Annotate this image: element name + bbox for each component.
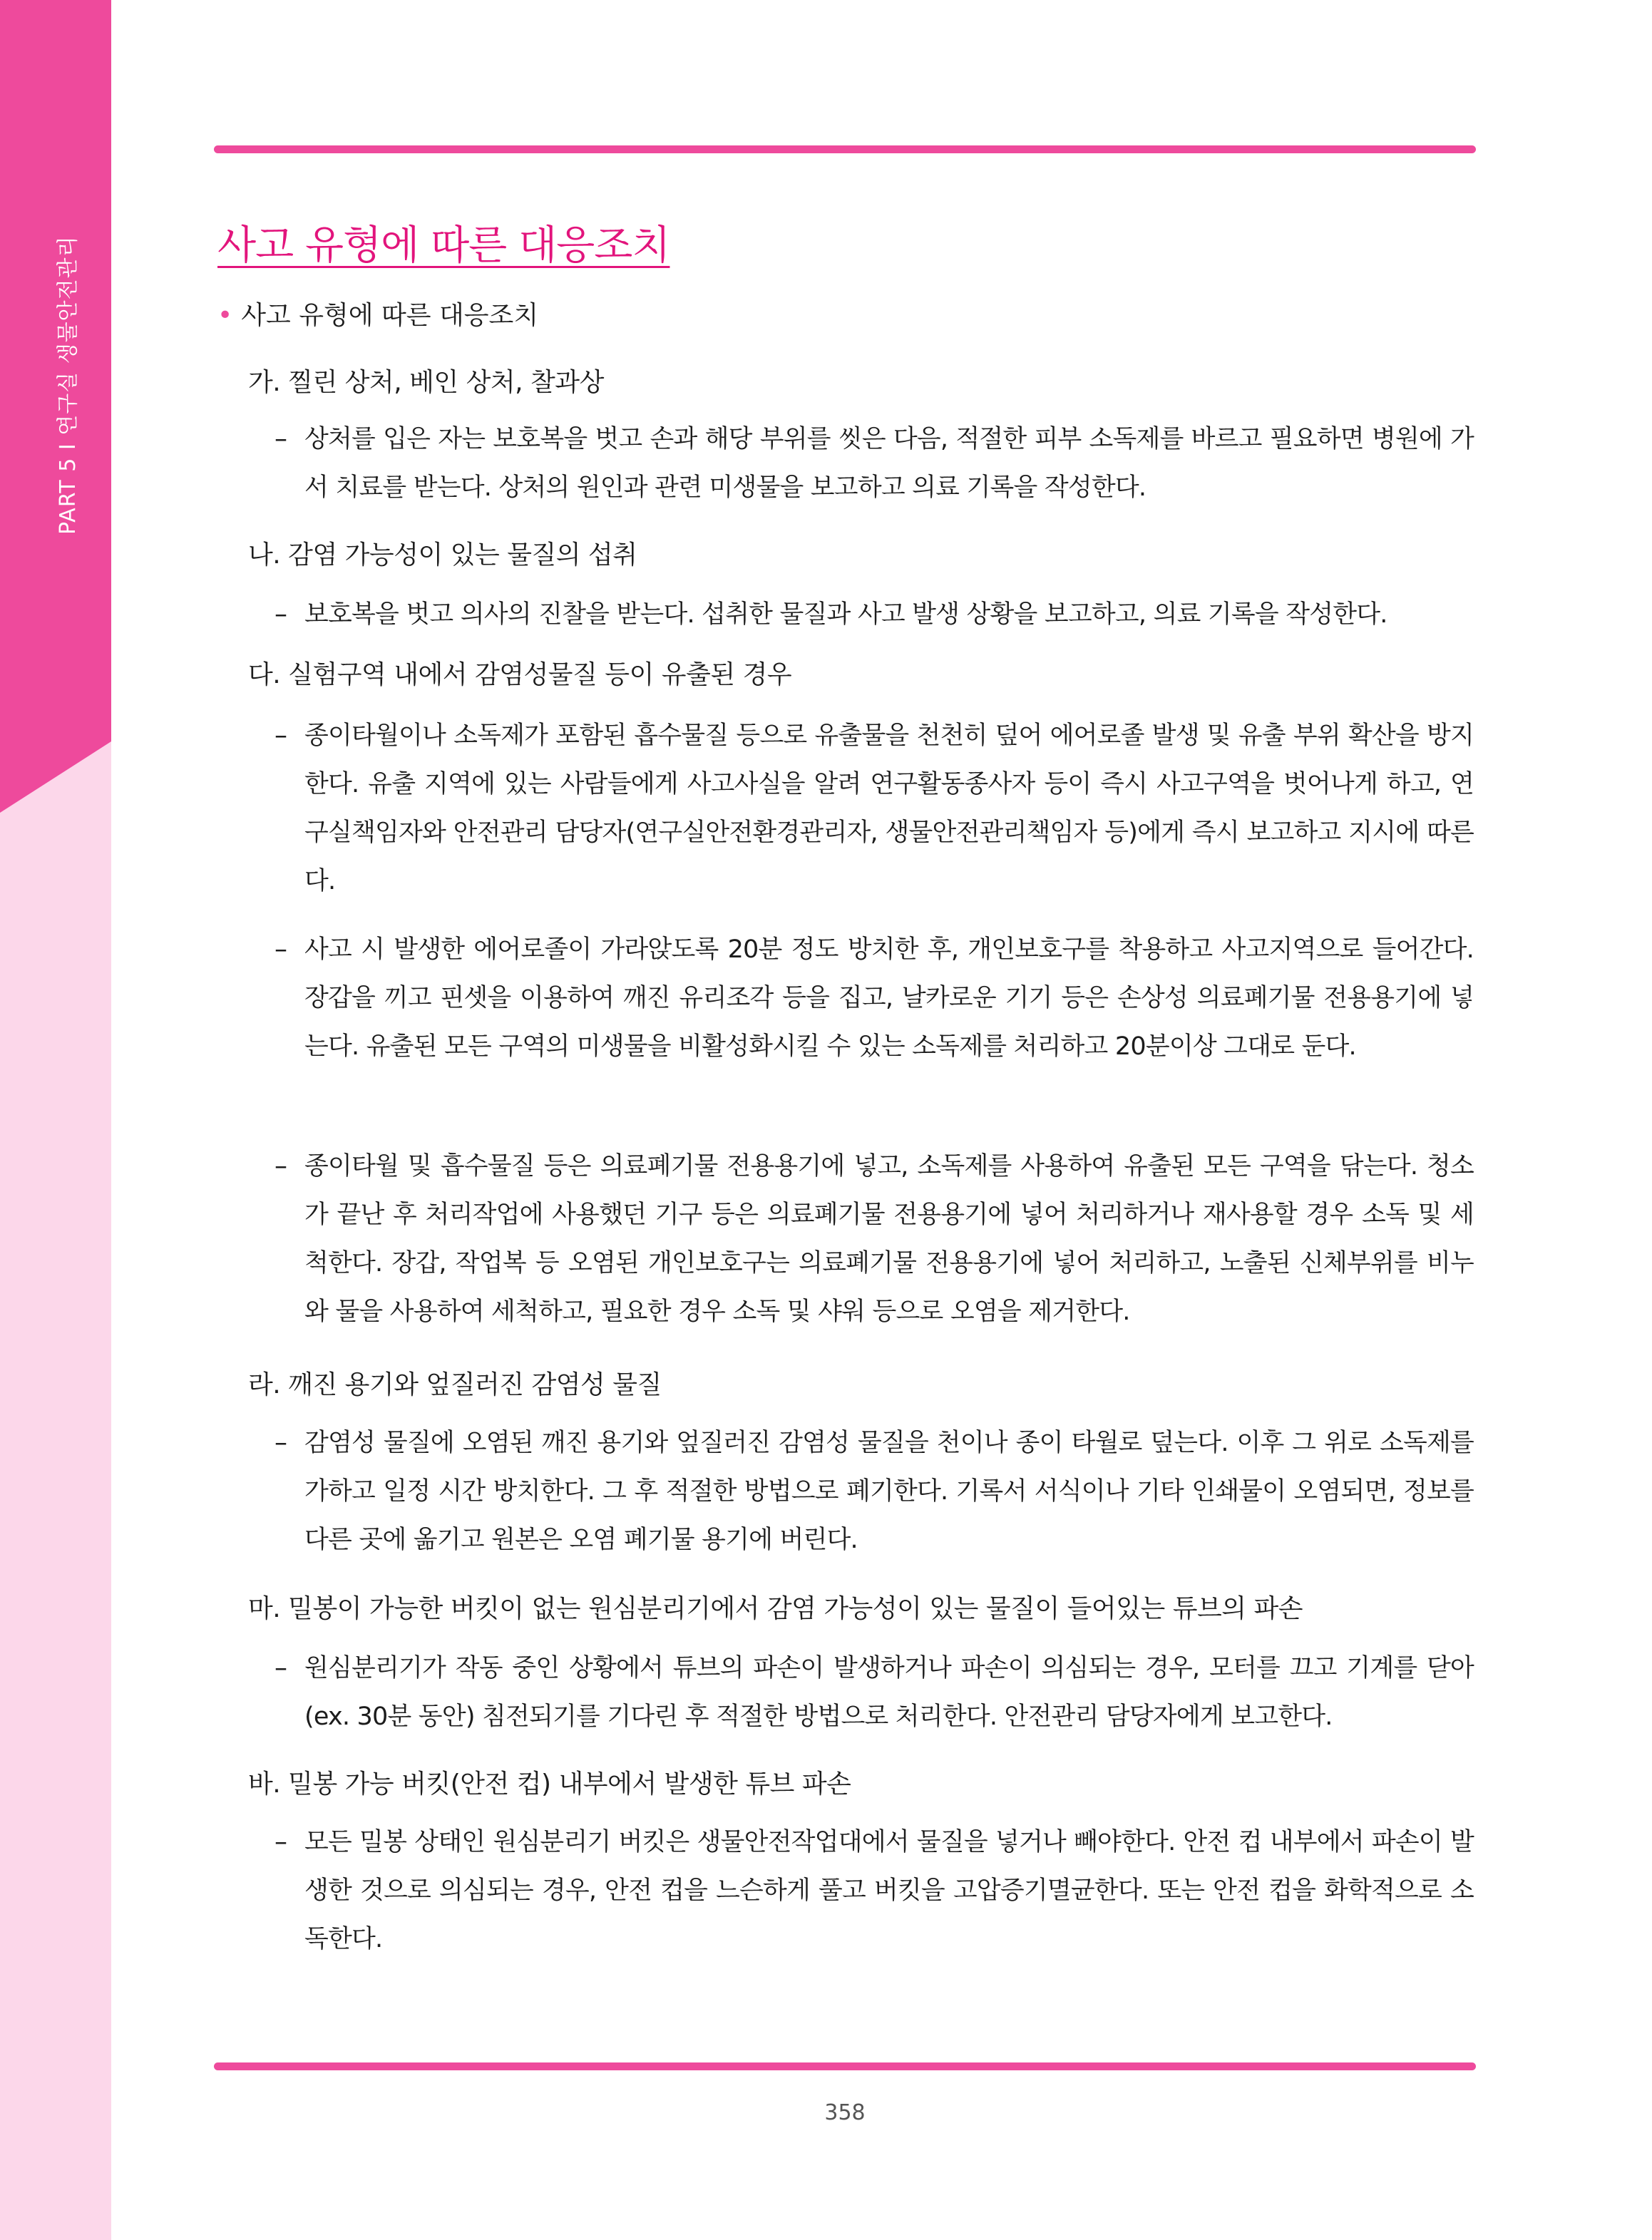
item-text: 종이타월이나 소독제가 포함된 흡수물질 등으로 유출물을 천천히 덮어 에어로졸 발생 및 유출 부위 확산을 방지한다. 유출 지역에 있는 사람들에게 사고사실을 알려 연구활동종사자 등이 즉시 사고구역을 벗어나게 하고, 연구실책임자와 안전관리 담당자(연구실안전환경관리자, 생물안전관리책임자 등)에게 즉시 보고하고 지시에 따른다.	[304, 721, 1474, 895]
item-text: 원심분리기가 작동 중인 상황에서 튜브의 파손이 발생하거나 파손이 의심되는 경우, 모터를 끄고 기계를 닫아(ex. 30분 동안) 침전되기를 기다린 후 적절한 방법으로 처리한다. 안전관리 담당자에게 보고한다.	[304, 1654, 1474, 1731]
page-number: 358	[824, 2100, 866, 2125]
dash-icon: –	[275, 1151, 287, 1181]
item-text: 사고 시 발생한 에어로졸이 가라앉도록 20분 정도 방치한 후, 개인보호구를 착용하고 사고지역으로 들어간다. 장갑을 끼고 핀셋을 이용하여 깨진 유리조각 등을 집고, 날카로운 기기 등은 손상성 의료폐기물 전용용기에 넣는다. 유출된 모든 구역의 미생물을 비활성화시킬 수 있는 소독제를 처리하고 20분이상 그대로 둔다.	[304, 935, 1474, 1061]
bullet-dot-icon: •	[217, 301, 233, 330]
list-item	[275, 1818, 1472, 1963]
section-heading: 나. 감염 가능성이 있는 물질의 섭취	[248, 540, 637, 570]
bottom-divider	[214, 2062, 1476, 2070]
list-item	[275, 711, 1472, 905]
section-heading: 마. 밀봉이 가능한 버킷이 없는 원심분리기에서 감염 가능성이 있는 물질이 들어있는 튜브의 파손	[248, 1594, 1303, 1623]
dash-icon: –	[275, 1428, 287, 1457]
section-heading: 바. 밀봉 가능 버킷(안전 컵) 내부에서 발생한 튜브 파손	[248, 1769, 851, 1799]
sidebar-part-label: PART 5 I 연구실 생물안전관리	[56, 235, 81, 535]
dash-icon: –	[275, 721, 287, 750]
top-divider	[214, 145, 1476, 153]
item-text: 모든 밀봉 상태인 원심분리기 버킷은 생물안전작업대에서 물질을 넣거나 빼야한다. 안전 컵 내부에서 파손이 발생한 것으로 의심되는 경우, 안전 컵을 느슨하게 풀고 버킷을 고압증기멸균한다. 또는 안전 컵을 화학적으로 소독한다.	[304, 1828, 1474, 1953]
item-text: 상처를 입은 자는 보호복을 벗고 손과 해당 부위를 씻은 다음, 적절한 피부 소독제를 바르고 필요하면 병원에 가서 치료를 받는다. 상처의 원인과 관련 미생물을 보고하고 의료 기록을 작성한다.	[304, 425, 1474, 502]
item-text: 보호복을 벗고 의사의 진찰을 받는다. 섭취한 물질과 사고 발생 상황을 보고하고, 의료 기록을 작성한다.	[304, 600, 1387, 629]
section-heading: 가. 찔린 상처, 베인 상처, 찰과상	[248, 368, 604, 397]
list-item	[275, 925, 1472, 1071]
list-item	[275, 590, 1472, 639]
item-text: 종이타월 및 흡수물질 등은 의료폐기물 전용용기에 넣고, 소독제를 사용하여 유출된 모든 구역을 닦는다. 청소가 끝난 후 처리작업에 사용했던 기구 등은 의료폐기물 전용용기에 넣어 처리하거나 재사용할 경우 소독 및 세척한다. 장갑, 작업복 등 오염된 개인보호구는 의료폐기물 전용용기에 넣어 처리하고, 노출된 신체부위를 비누와 물을 사용하여 세척하고, 필요한 경우 소독 및 샤워 등으로 오염을 제거한다.	[304, 1152, 1474, 1326]
dash-icon: –	[275, 600, 287, 629]
section-bullet	[217, 295, 538, 332]
dash-icon: –	[275, 1653, 287, 1682]
dash-icon: –	[275, 424, 287, 453]
item-text: 감염성 물질에 오염된 깨진 용기와 엎질러진 감염성 물질을 천이나 종이 타월로 덮는다. 이후 그 위로 소독제를 가하고 일정 시간 방치한다. 그 후 적절한 방법으로 폐기한다. 기록서 서식이나 기타 인쇄물이 오염되면, 정보를 다른 곳에 옮기고 원본은 오염 폐기물 용기에 버린다.	[304, 1429, 1474, 1554]
dash-icon: –	[275, 935, 287, 964]
bullet-text: 사고 유형에 따른 대응조치	[241, 301, 539, 330]
page-title: 사고 유형에 따른 대응조치	[217, 222, 670, 269]
dash-icon: –	[275, 1827, 287, 1856]
list-item	[275, 1644, 1472, 1741]
section-heading: 라. 깨진 용기와 엎질러진 감염성 물질	[248, 1370, 662, 1399]
list-item	[275, 1419, 1472, 1564]
section-heading: 다. 실험구역 내에서 감염성물질 등이 유출된 경우	[248, 660, 792, 689]
list-item	[275, 1142, 1472, 1336]
list-item	[275, 415, 1472, 512]
